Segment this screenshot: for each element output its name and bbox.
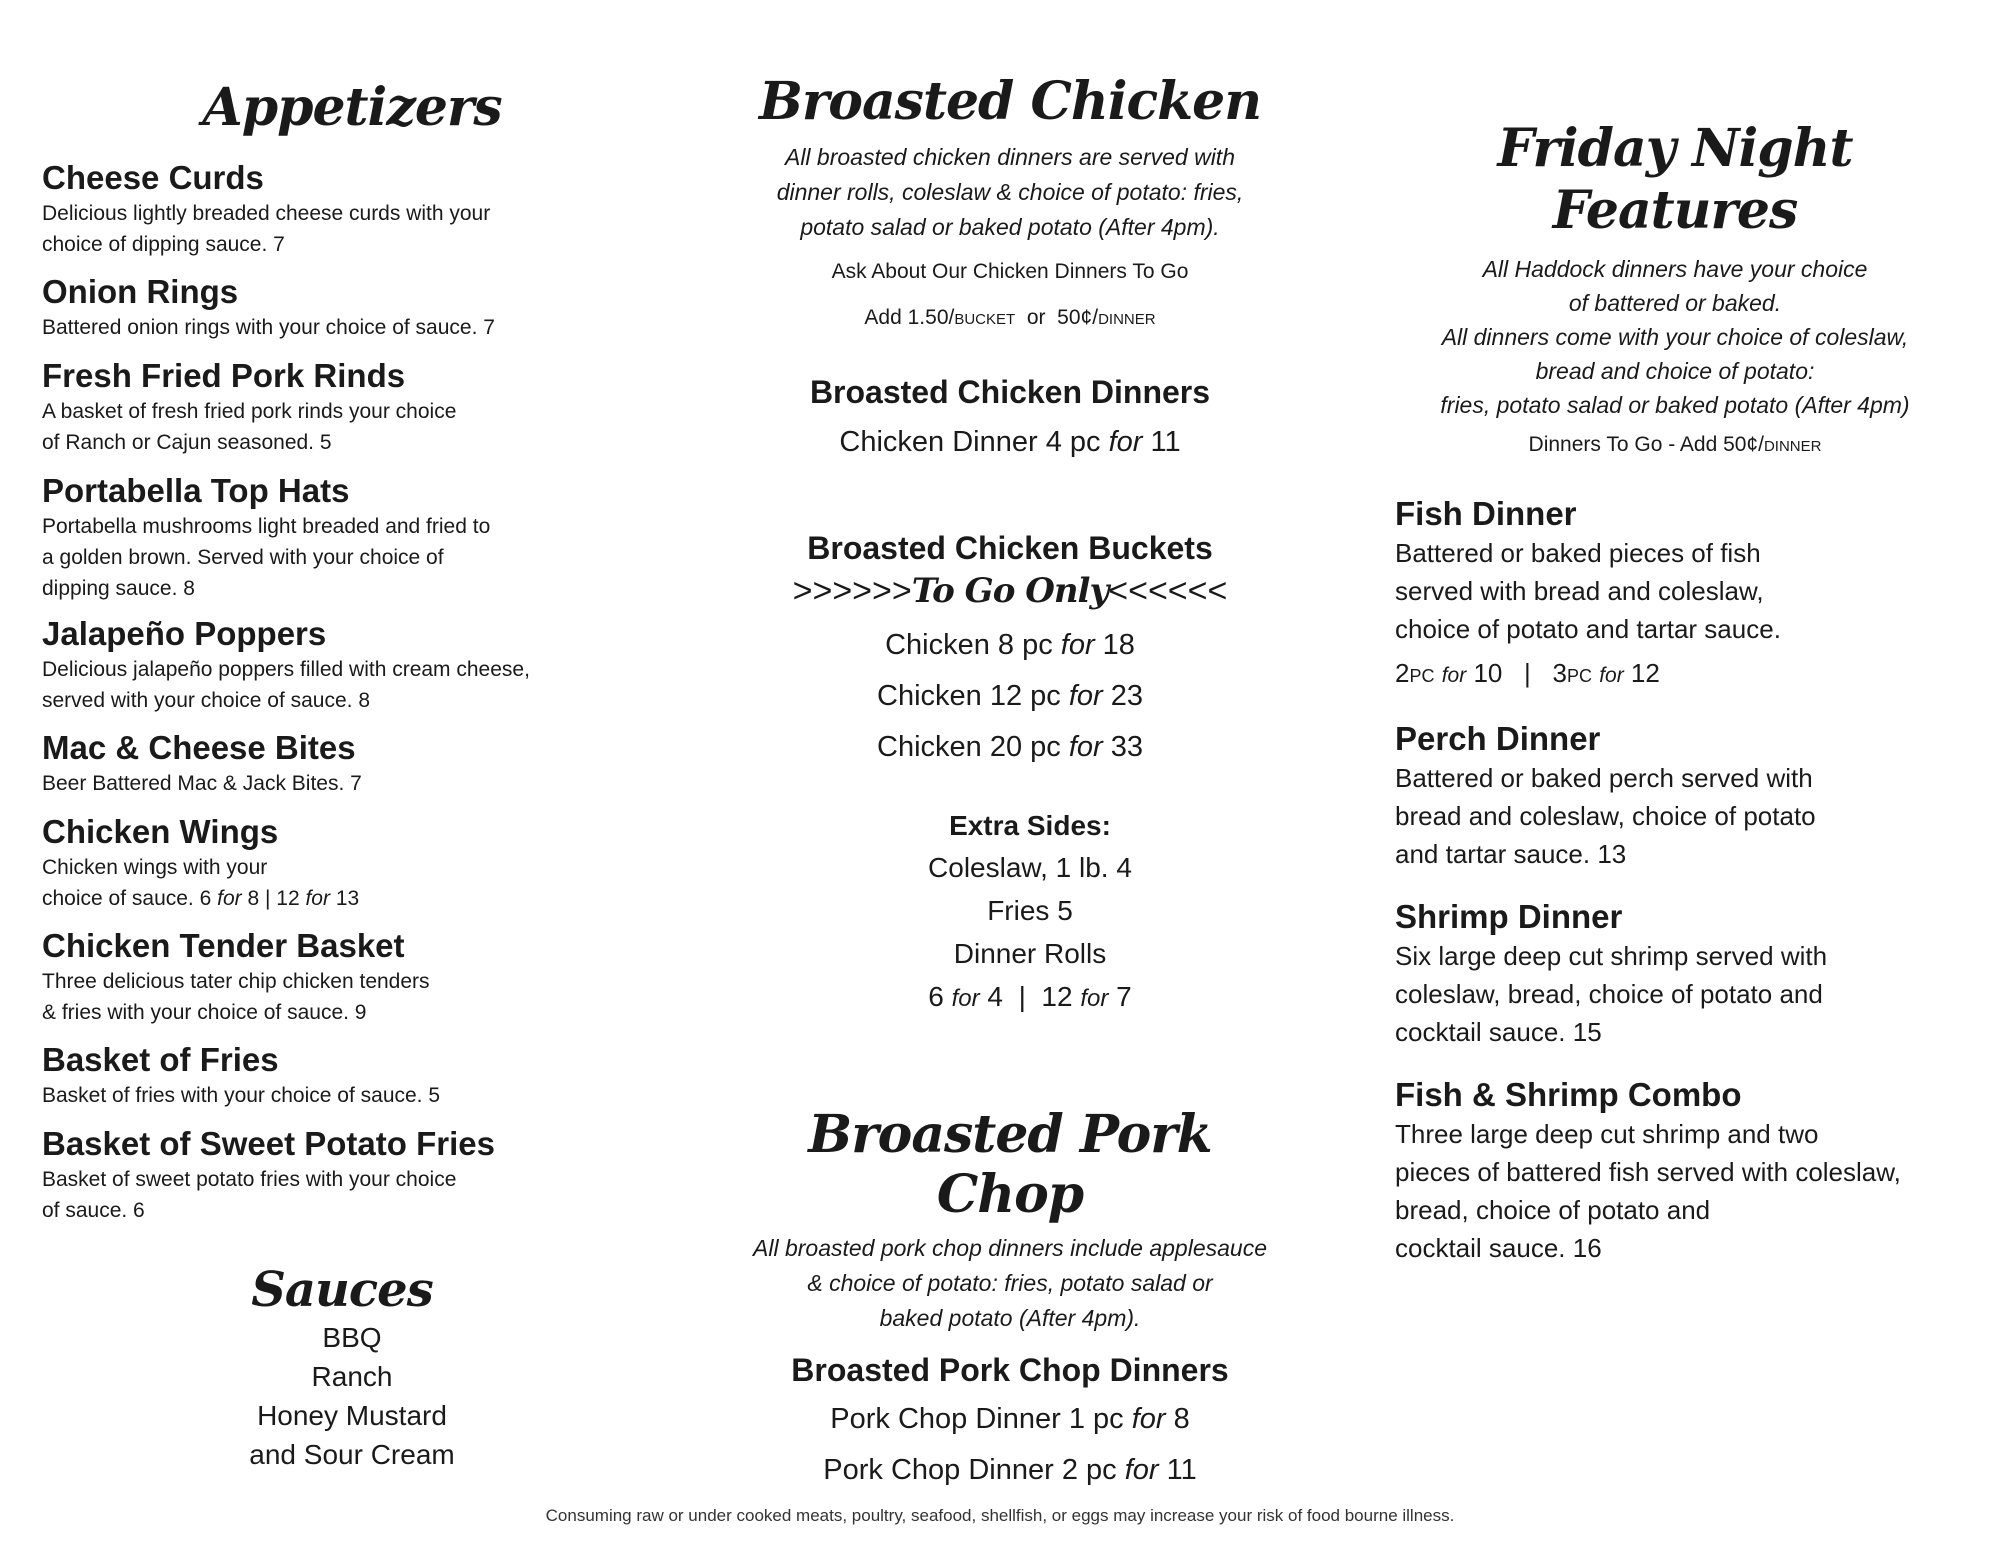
menu-item: [1395, 897, 1827, 1051]
item-price: 11: [1158, 1454, 1197, 1486]
chicken-dinner-item: [740, 422, 1280, 462]
item-name: Shrimp Dinner: [1395, 898, 1623, 935]
sauce-item: Ranch: [311, 1361, 393, 1392]
fish-prices: [1395, 654, 1781, 695]
sauce-item: BBQ: [322, 1322, 382, 1353]
bucket-item: [740, 620, 1280, 671]
side-item: Fries 5: [987, 895, 1073, 926]
extra-sides-section: [760, 806, 1300, 1020]
item-name: Mac & Cheese Bites: [42, 729, 356, 766]
intro-line: fries, potato salad or baked potato (After 4pm): [1440, 392, 1910, 418]
pork-list: [740, 1394, 1280, 1496]
item-text: 6: [928, 981, 952, 1012]
menu-item: [1395, 494, 1781, 695]
rolls-price: [760, 975, 1300, 1020]
arrows-right: <<<<<<: [1108, 572, 1228, 610]
buckets-subtitle: [740, 568, 1280, 614]
menu-item: [42, 926, 430, 1028]
add-text: or 50¢/: [1015, 306, 1099, 329]
item-text: Pork Chop Dinner 1 pc: [830, 1403, 1132, 1435]
price-text: 10 | 3: [1466, 658, 1567, 688]
food-safety-disclaimer: Consuming raw or under cooked meats, poultry, seafood, shellfish, or eggs may increase your risk of food bourne illness.: [545, 1506, 1455, 1525]
to-go-note: Ask About Our Chicken Dinners To Go: [831, 260, 1189, 283]
menu-item: [42, 158, 490, 260]
item-desc: Battered onion rings with your choice of sauce. 7: [42, 316, 495, 339]
item-name: Fresh Fried Pork Rinds: [42, 357, 406, 394]
for-word: for: [1060, 629, 1095, 661]
menu-item: [42, 356, 456, 458]
pork-dinners-title: Broasted Pork Chop Dinners: [791, 1352, 1229, 1388]
item-text: Chicken 12 pc: [877, 680, 1069, 712]
arrows-left: >>>>>>: [792, 572, 912, 610]
item-price: 33: [1102, 731, 1143, 763]
extra-sides-title: Extra Sides:: [949, 810, 1111, 841]
item-name: Jalapeño Poppers: [42, 615, 327, 652]
side-item: Dinner Rolls: [953, 938, 1107, 969]
item-desc: Three large deep cut shrimp and two pieces of battered fish served with coleslaw, bread, choice of potato and cocktail sauce. 16: [1395, 1119, 1901, 1263]
sauces-title: Sauces: [251, 1262, 433, 1318]
item-text: 7: [1108, 981, 1132, 1012]
for-word: for: [1068, 680, 1103, 712]
chicken-dinners-section: [740, 372, 1280, 462]
to-go-only: To Go Only: [911, 571, 1109, 611]
item-desc: A basket of fresh fried pork rinds your choice of Ranch or Cajun seasoned. 5: [42, 400, 457, 454]
bucket-item: [740, 722, 1280, 773]
sauces-section: [42, 1262, 662, 1474]
intro-line: baked potato (After 4pm).: [879, 1305, 1141, 1331]
pork-item: [740, 1445, 1280, 1496]
item-desc: Battered or baked pieces of fish served with bread and coleslaw, choice of potato and tartar sauce.: [1395, 538, 1781, 644]
friday-header: [1395, 118, 1955, 460]
chicken-buckets-section: [740, 528, 1280, 773]
item-desc: Basket of fries with your choice of sauce. 5: [42, 1084, 441, 1107]
for-word: for: [305, 887, 330, 910]
add-text: Add 1.50/: [864, 306, 955, 329]
menu-item: [42, 1040, 440, 1111]
item-desc: [42, 852, 359, 914]
to-go-add: [740, 303, 1280, 333]
item-desc: Three delicious tater chip chicken tenders & fries with your choice of sauce. 9: [42, 970, 430, 1024]
broasted-chicken-header: [740, 72, 1280, 333]
item-desc: Delicious jalapeño poppers filled with cream cheese, served with your choice of sauce. 8: [42, 658, 530, 712]
menu-item: [42, 812, 359, 914]
chicken-dinners-title: Broasted Chicken Dinners: [809, 374, 1211, 410]
intro-line: dinner rolls, coleslaw & choice of potato: fries,: [776, 179, 1244, 205]
desc-text: 8 | 12: [241, 887, 306, 910]
friday-intro: [1395, 252, 1955, 422]
pork-item: [740, 1394, 1280, 1445]
add-text: bucket: [954, 306, 1016, 329]
sauce-item: Honey Mustard: [257, 1400, 447, 1431]
for-word: for: [1124, 1454, 1159, 1486]
intro-line: All broasted pork chop dinners include applesauce: [753, 1235, 1267, 1261]
menu-item: [1395, 719, 1816, 873]
menu-item: [1395, 1075, 1901, 1267]
item-name: Basket of Sweet Potato Fries: [42, 1125, 495, 1162]
desc-line: Chicken wings with your: [42, 856, 268, 879]
intro-line: All broasted chicken dinners are served with: [784, 144, 1235, 170]
item-text: Chicken 8 pc: [885, 629, 1061, 661]
bucket-item: [740, 671, 1280, 722]
desc-text: 13: [329, 887, 360, 910]
item-desc: Delicious lightly breaded cheese curds with your choice of dipping sauce. 7: [42, 202, 491, 256]
item-name: Chicken Tender Basket: [42, 927, 405, 964]
intro-line: of battered or baked.: [1568, 290, 1782, 316]
sauces-list: [42, 1318, 662, 1474]
for-word: for: [1108, 426, 1143, 458]
friday-title: [1395, 118, 1955, 242]
intro-line: & choice of potato: fries, potato salad or: [807, 1270, 1213, 1296]
item-name: Onion Rings: [42, 273, 239, 310]
item-desc: Beer Battered Mac & Jack Bites. 7: [42, 772, 362, 795]
side-item: Coleslaw, 1 lb. 4: [928, 852, 1132, 883]
intro-line: potato salad or baked potato (After 4pm).: [800, 214, 1220, 240]
friday-to-go: [1395, 430, 1955, 460]
item-price: 11: [1142, 426, 1181, 458]
item-name: Basket of Fries: [42, 1041, 279, 1078]
item-name: Fish Dinner: [1395, 495, 1577, 532]
for-word: for: [217, 887, 242, 910]
chicken-intro: [740, 140, 1280, 245]
intro-line: All Haddock dinners have your choice: [1482, 256, 1868, 282]
item-price: 18: [1094, 629, 1135, 661]
intro-line: All dinners come with your choice of coleslaw,: [1441, 324, 1909, 350]
sides-list: [760, 846, 1300, 1020]
item-name: Perch Dinner: [1395, 720, 1601, 757]
menu-item: [42, 272, 495, 343]
item-text: Chicken Dinner 4 pc: [839, 426, 1109, 458]
chicken-buckets-title: Broasted Chicken Buckets: [807, 530, 1213, 566]
item-text: Pork Chop Dinner 2 pc: [823, 1454, 1125, 1486]
sauce-item: and Sour Cream: [249, 1439, 455, 1470]
price-text: 2: [1395, 658, 1410, 688]
item-name: Portabella Top Hats: [42, 472, 350, 509]
item-desc: Battered or baked perch served with bread and coleslaw, choice of potato and tartar sauce. 13: [1395, 763, 1816, 869]
for-word: for: [1599, 664, 1624, 687]
item-price: 23: [1102, 680, 1143, 712]
item-name: Chicken Wings: [42, 813, 279, 850]
price-text: pc: [1566, 658, 1592, 688]
price-text: 12: [1623, 658, 1660, 688]
menu-item: [42, 728, 362, 799]
broasted-chicken-title: Broasted Chicken: [758, 71, 1262, 132]
for-word: for: [1131, 1403, 1166, 1435]
for-word: for: [1068, 731, 1103, 763]
item-desc: Portabella mushrooms light breaded and fried to a golden brown. Served with your choice of dipping sauce. 8: [42, 515, 491, 600]
for-word: for: [1080, 985, 1109, 1012]
item-desc: Six large deep cut shrimp served with coleslaw, bread, choice of potato and cocktail sauce. 15: [1395, 941, 1828, 1047]
for-word: for: [951, 985, 980, 1012]
friday-title-line: Features: [1552, 180, 1798, 241]
appetizers-title: Appetizers: [202, 77, 502, 138]
price-text: pc: [1409, 658, 1435, 688]
pork-intro: [740, 1231, 1280, 1336]
to-go-text: dinner: [1763, 433, 1822, 456]
item-desc: Basket of sweet potato fries with your choice of sauce. 6: [42, 1168, 457, 1222]
friday-title-line: Friday Night: [1497, 118, 1853, 179]
item-price: 8: [1165, 1403, 1190, 1435]
item-name: Cheese Curds: [42, 159, 264, 196]
menu-item: [42, 614, 530, 716]
intro-line: bread and choice of potato:: [1535, 358, 1815, 384]
menu-item: [42, 471, 490, 604]
bucket-list: [740, 620, 1280, 773]
pork-chop-title: Broasted Pork Chop: [808, 1104, 1212, 1225]
pork-chop-section: [740, 1105, 1280, 1496]
item-text: 4 | 12: [979, 981, 1081, 1012]
desc-text: choice of sauce. 6: [42, 887, 218, 910]
to-go-text: Dinners To Go - Add 50¢/: [1528, 433, 1764, 456]
add-text: dinner: [1098, 306, 1156, 329]
item-name: Fish & Shrimp Combo: [1395, 1076, 1742, 1113]
menu-item: [42, 1124, 495, 1226]
for-word: for: [1441, 664, 1467, 687]
item-text: Chicken 20 pc: [877, 731, 1069, 763]
